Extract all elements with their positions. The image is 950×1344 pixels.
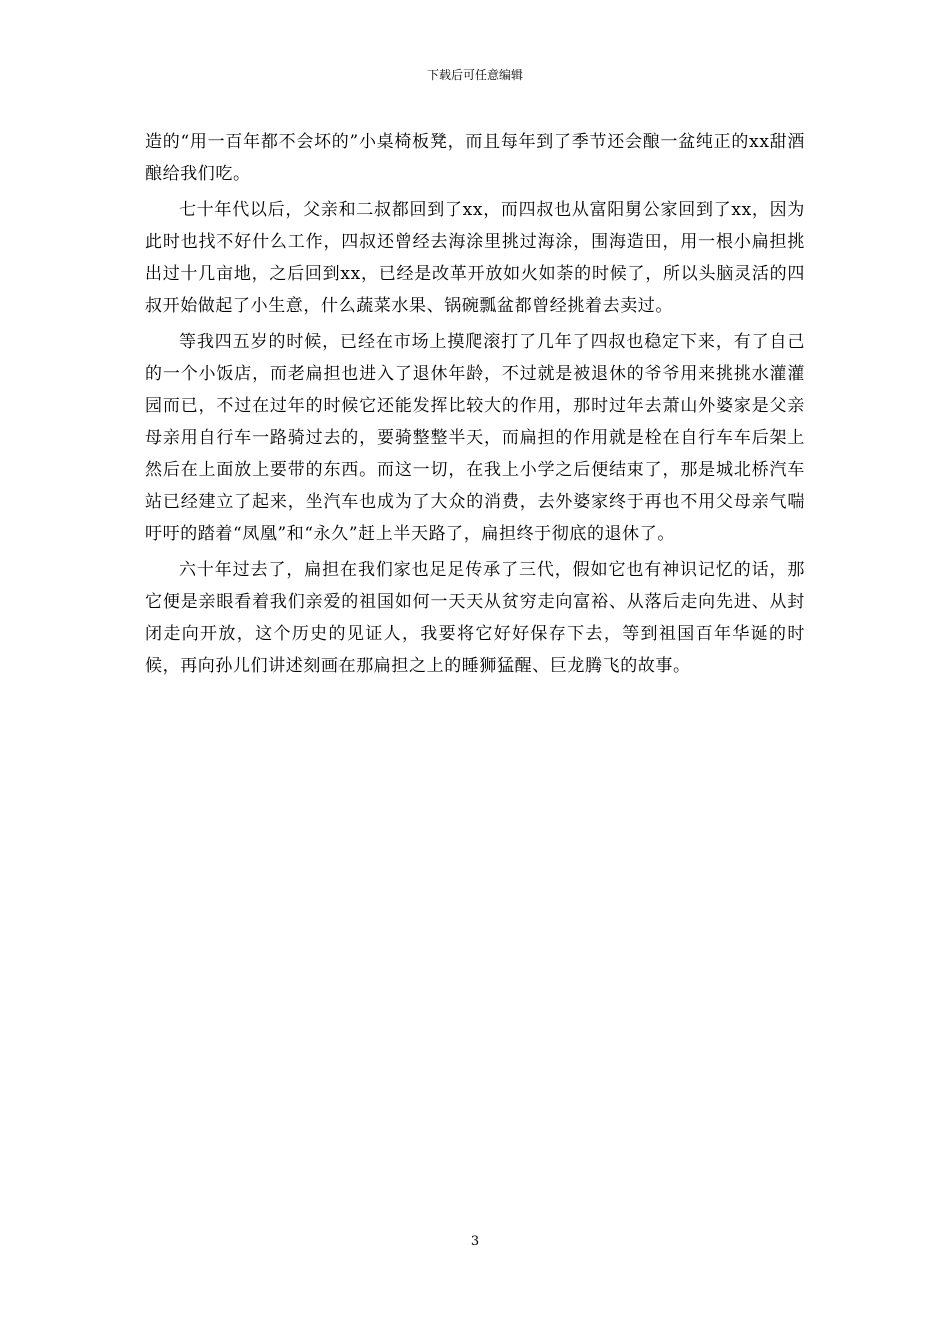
page-number: 3 (470, 1234, 480, 1249)
paragraph-continued: 造的“用一百年都不会坏的”小桌椅板凳，而且每年到了季节还会酿一盆纯正的xx甜酒酿给我们吃。 (145, 132, 805, 184)
page-header: 下载后可任意编辑 (426, 68, 523, 82)
paragraph-seventies: 七十年代以后，父亲和二叔都回到了xx，而四叔也从富阳舅公家回到了xx，因为此时也找不好什么工作，四叔还曾经去海涂里挑过海涂，围海造田，用一根小扁担挑出过十几亩地，之后回到xx，已经是改革开放如火如荼的时候了，所以头脑灵活的四叔开始做起了小生意，什么蔬菜水果、锅碗瓢盆都曾经挑着去卖过。 (145, 200, 805, 316)
paragraph-sixty-years: 六十年过去了，扁担在我们家也足足传承了三代，假如它也有神识记忆的话，那它便是亲眼看着我们亲爱的祖国如何一天天从贫穷走向富裕、从落后走向先进、从封闭走向开放，这个历史的见证人，我要将它好好保存下去，等到祖国百年华诞的时候，再向孙儿们讲述刻画在那扁担之上的睡狮猛醒、巨龙腾飞的故事。 (145, 560, 805, 676)
document-body (145, 126, 805, 682)
paragraph-childhood: 等我四五岁的时候，已经在市场上摸爬滚打了几年了四叔也稳定下来，有了自己的一个小饭店，而老扁担也进入了退休年龄，不过就是被退休的爷爷用来挑挑水灌灌园而已，不过在过年的时候它还能发挥比较大的作用，那时过年去萧山外婆家是父亲母亲用自行车一路骑过去的，要骑整整半天，而扁担的作用就是栓在自行车车后架上然后在上面放上要带的东西。而这一切，在我上小学之后便结束了，那是城北桥汽车站已经建立了起来，坐汽车也成为了大众的消费，去外婆家终于再也不用父母亲气喘吁吁的踏着“凤凰”和“永久”赶上半天路了，扁担终于彻底的退休了。 (145, 332, 805, 544)
